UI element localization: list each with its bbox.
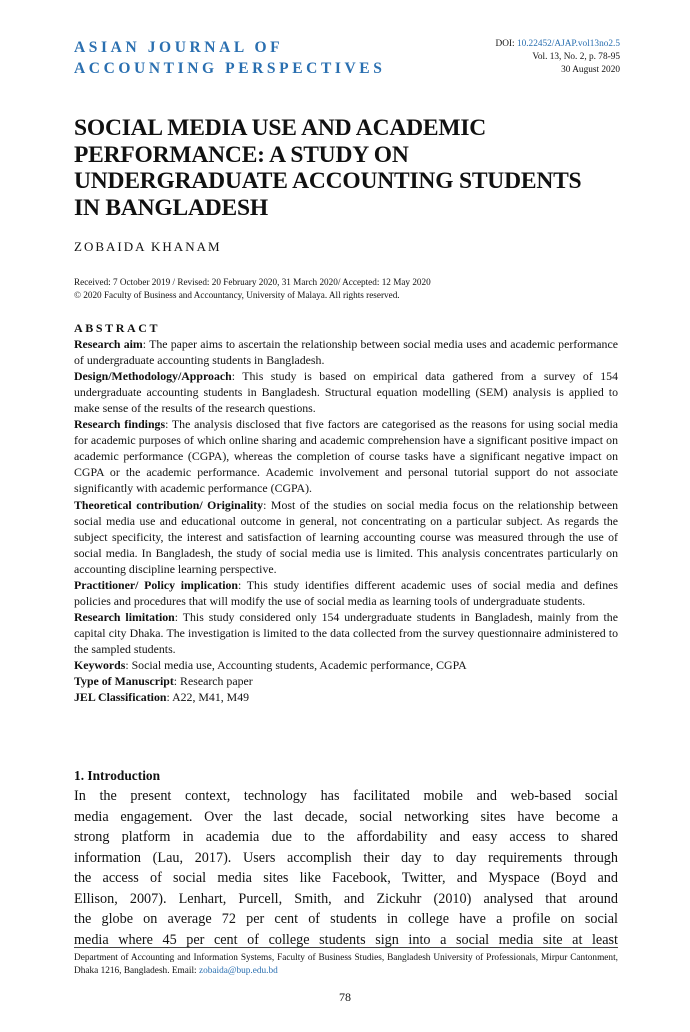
abstract-policy-implication bbox=[74, 577, 618, 609]
section-text: : Research paper bbox=[173, 674, 253, 689]
body-line: Ellison, 2007). Lenhart, Purcell, Smith, and Zickuhr (2010) analysed that around bbox=[74, 890, 618, 907]
section-label: Research aim bbox=[74, 337, 143, 352]
introduction-body bbox=[74, 786, 618, 950]
body-line: In the present context, technology has facilitated mobile and web-based social bbox=[74, 788, 618, 804]
body-line: the access of social media sites like Facebook, Twitter, and Myspace (Boyd and bbox=[74, 870, 618, 886]
section-label: Keywords bbox=[74, 657, 126, 672]
section-label: Research findings bbox=[74, 417, 166, 432]
section-text: : The paper aims to ascertain the relationship between social media uses and academic performance of undergraduate accounting students in Bangladesh. bbox=[74, 337, 618, 368]
section-text: : The analysis disclosed that five factors are categorised as the reasons for using social media for academic purposes of which online sharing and academic comprehension have a significant positive impact on academic performance (CGPA), whereas the completion of course tasks have a significant negative impact on CGPA or the academic performance. Academic involvement and personal tutorial support do not associate significantly with academic performance (CGPA). bbox=[74, 417, 618, 496]
introduction-heading: 1. Introduction bbox=[74, 768, 161, 783]
section-text: : This study identifies different academic uses of social media and defines policies and procedures that will modify the use of social media as learning tools of undergraduate students. bbox=[74, 577, 618, 608]
section-label: JEL Classification bbox=[74, 690, 167, 705]
doi-line bbox=[496, 38, 621, 51]
abstract-research-aim bbox=[74, 336, 618, 368]
author-name: ZOBAIDA KHANAM bbox=[74, 239, 222, 254]
page-number: 78 bbox=[339, 990, 351, 1004]
copyright-notice: © 2020 Faculty of Business and Accountancy, University of Malaya. All rights reserved. bbox=[74, 289, 400, 300]
publication-date: 30 August 2020 bbox=[561, 65, 620, 75]
paper-title bbox=[74, 115, 634, 221]
body-line: information (Lau, 2017). Users accomplish their day to day requirements through bbox=[74, 849, 618, 866]
section-text: : A22, M41, M49 bbox=[166, 690, 250, 705]
section-label: Theoretical contribution/ Originality bbox=[74, 497, 264, 512]
journal-name-line-2: ACCOUNTING PERSPECTIVES bbox=[74, 60, 386, 77]
abstract-manuscript-type bbox=[74, 673, 618, 689]
doi-link[interactable]: 10.22452/AJAP.vol13no2.5 bbox=[516, 39, 620, 49]
abstract-jel-classification bbox=[74, 689, 618, 705]
section-label: Practitioner/ Policy implication bbox=[74, 577, 239, 592]
footnote-divider bbox=[74, 947, 618, 948]
body-line: media engagement. Over the last decade, social networking sites have become a bbox=[74, 808, 618, 825]
affiliation-text: Department of Accounting and Information Systems, Faculty of Business Studies, Bangladesh University of Professionals, Mirpur Cantonment, Dhaka 1216, Bangladesh. Email: bbox=[74, 953, 618, 976]
author-email-link[interactable]: zobaida@bup.edu.bd bbox=[198, 965, 278, 976]
journal-name-line-1: ASIAN JOURNAL OF bbox=[74, 39, 284, 56]
section-label: Design/Methodology/Approach bbox=[74, 369, 232, 384]
review-history: Received: 7 October 2019 / Revised: 20 February 2020, 31 March 2020/ Accepted: 12 May 2020 bbox=[74, 277, 431, 287]
abstract-contribution bbox=[74, 497, 618, 577]
abstract-limitation bbox=[74, 609, 618, 657]
body-line: media where 45 per cent of college students sign into a social media site at least bbox=[74, 931, 618, 948]
journal-name bbox=[74, 37, 385, 79]
section-label: Research limitation bbox=[74, 609, 175, 624]
title-line: IN BANGLADESH bbox=[74, 194, 268, 221]
abstract-findings bbox=[74, 416, 618, 496]
section-label: Type of Manuscript bbox=[74, 674, 174, 689]
author-affiliation-footnote bbox=[74, 952, 618, 977]
section-text: : This study considered only 154 undergraduate students in Bangladesh, mainly from the capital city Dhaka. The investigation is limited to the data collected from the survey questionnaire administered to the sampled students. bbox=[74, 609, 618, 656]
abstract-heading: ABSTRACT bbox=[74, 321, 161, 335]
title-line: SOCIAL MEDIA USE AND ACADEMIC bbox=[74, 115, 487, 141]
abstract bbox=[74, 320, 618, 705]
title-line: UNDERGRADUATE ACCOUNTING STUDENTS bbox=[74, 168, 582, 194]
submission-dates bbox=[74, 276, 634, 301]
body-line: strong platform in academia due to the affordability and easy access to shared bbox=[74, 829, 618, 845]
section-text: : Social media use, Accounting students, Academic performance, CGPA bbox=[125, 657, 467, 672]
abstract-methodology bbox=[74, 368, 618, 416]
body-line: the globe on average 72 per cent of students in college have a profile on social bbox=[74, 911, 618, 927]
title-line: PERFORMANCE: A STUDY ON bbox=[74, 141, 409, 168]
article-meta bbox=[496, 38, 621, 77]
section-text: : Most of the studies on social media focus on the relationship between social media use and educational outcome in general, not concentrating on a particular subject. As regards the subject specificity, the interest and satisfaction of learning accounting course was measured through the use of social media. In Bangladesh, the study of social media use is limited. This analysis concentrates particularly on accounting discipline learning perspective. bbox=[74, 497, 618, 576]
doi-label: DOI: bbox=[495, 39, 517, 49]
volume-info: Vol. 13, No. 2, p. 78-95 bbox=[532, 52, 620, 62]
abstract-keywords bbox=[74, 657, 618, 673]
section-text: : This study is based on empirical data gathered from a survey of 154 undergraduate accounting students in Bangladesh. Structural equation modelling (SEM) analysis is applied to make sense of the results of the research questions. bbox=[74, 369, 618, 416]
